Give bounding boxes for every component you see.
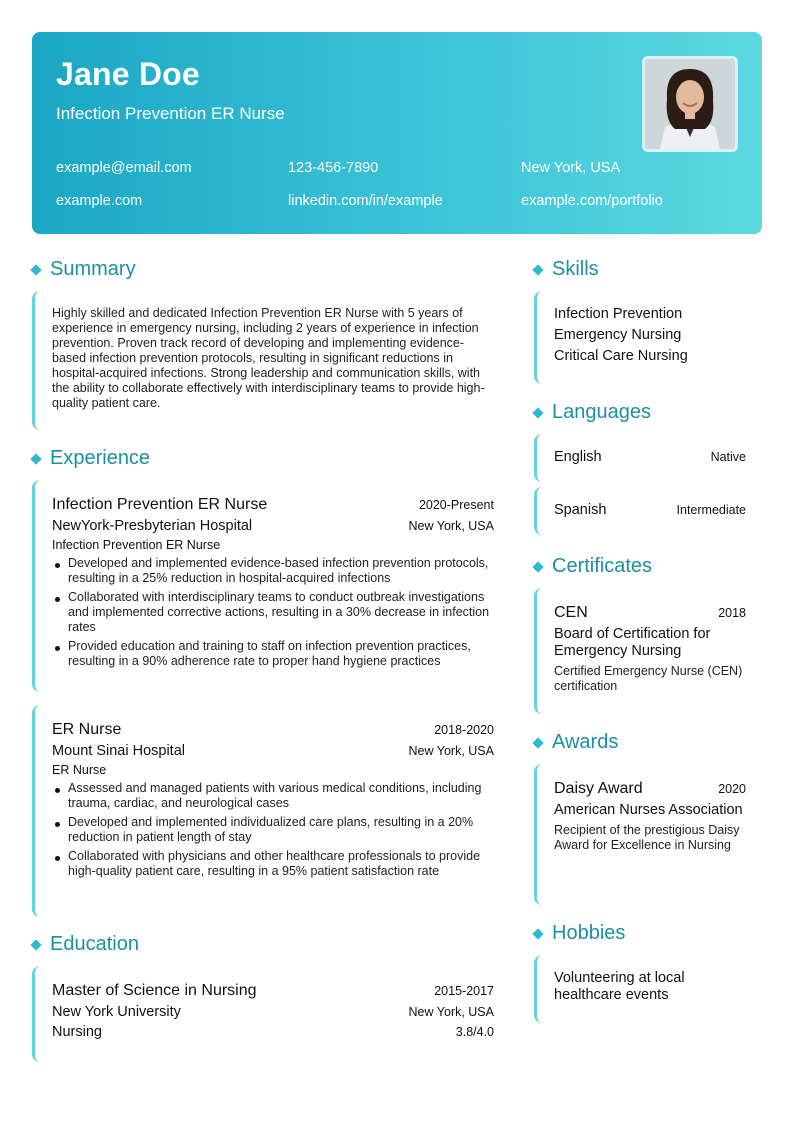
job-role: ER Nurse <box>52 763 107 777</box>
award-issuer: American Nurses Association <box>554 802 743 818</box>
field-of-study: Nursing <box>52 1024 102 1040</box>
list-item: Provided education and training to staff on infection prevention practices, resulting in a 90% adherence rate to proper hand hygiene practices <box>52 639 494 669</box>
award-year: 2020 <box>718 782 746 796</box>
resume-header <box>32 32 762 234</box>
diamond-icon <box>532 407 543 418</box>
experience-entry <box>32 705 494 917</box>
award-description: Recipient of the prestigious Daisy Award for Excellence in Nursing <box>554 823 740 852</box>
language-entry <box>534 487 746 535</box>
awards-heading-text: Awards <box>552 731 619 753</box>
skill-item: Critical Care Nursing <box>554 348 688 364</box>
summary-heading <box>30 258 136 281</box>
languages-heading <box>532 401 651 424</box>
hobbies-heading-text: Hobbies <box>552 922 626 944</box>
education-heading-text: Education <box>50 933 139 955</box>
diamond-icon <box>30 939 41 950</box>
hobbies-block <box>534 955 746 1023</box>
certificates-heading <box>532 555 652 578</box>
gpa-value: 3.8/4.0 <box>455 1025 494 1039</box>
job-dates: 2020-Present <box>418 498 494 512</box>
job-role: Infection Prevention ER Nurse <box>52 538 221 552</box>
diamond-icon <box>30 264 41 275</box>
education-entry <box>32 966 494 1062</box>
language-level: Intermediate <box>676 503 746 517</box>
profile-photo <box>642 56 738 152</box>
certificate-issuer: Board of Certification for Emergency Nursing <box>554 626 711 659</box>
diamond-icon <box>532 737 543 748</box>
degree-name: Master of Science in Nursing <box>52 982 257 999</box>
list-item: Developed and implemented evidence-based infection prevention protocols, resulting in a 25% reduction in hospital-acquired infections <box>52 556 494 586</box>
list-item: Collaborated with physicians and other healthcare professionals to provide high-quality patient care, resulting in a 95% patient satisfaction rate <box>52 849 494 879</box>
skills-heading-text: Skills <box>552 258 599 280</box>
job-location: New York, USA <box>408 744 494 758</box>
diamond-icon <box>532 561 543 572</box>
language-entry <box>534 434 746 482</box>
email-link[interactable]: example@email.com <box>56 160 192 176</box>
employer-name: Mount Sinai Hospital <box>52 743 185 759</box>
job-location: New York, USA <box>408 519 494 533</box>
summary-text: Highly skilled and dedicated Infection Prevention ER Nurse with 5 years of experience in emergency nursing, including 2 years of experience in infection prevention. Proven track record of developing and implementing evidence-based infection prevention protocols, resulting in significant reductions in hospital-acquired infections. Strong leadership and communication skills, with the ability to collaborate effectively with interdisciplinary teams to provide high-quality patient care. <box>52 306 485 410</box>
diamond-icon <box>30 453 41 464</box>
list-item: Assessed and managed patients with various medical conditions, including trauma, cardiac, and neurological cases <box>52 781 494 811</box>
certificate-year: 2018 <box>718 606 746 620</box>
language-level: Native <box>710 450 746 464</box>
phone-number[interactable]: 123-456-7890 <box>288 160 379 176</box>
experience-heading <box>30 447 150 470</box>
certificates-heading-text: Certificates <box>552 555 653 577</box>
skill-item: Emergency Nursing <box>554 327 682 343</box>
education-heading <box>30 933 139 956</box>
hobby-item: Volunteering at local healthcare events <box>554 970 685 1003</box>
job-bullets <box>52 781 494 879</box>
candidate-title: Infection Prevention ER Nurse <box>56 104 285 123</box>
candidate-name: Jane Doe <box>56 56 200 92</box>
website-link[interactable]: example.com <box>56 193 143 209</box>
summary-heading-text: Summary <box>50 258 136 280</box>
skill-item: Infection Prevention <box>554 306 683 322</box>
award-entry <box>534 764 746 905</box>
skills-block <box>534 291 746 384</box>
experience-heading-text: Experience <box>50 447 151 469</box>
job-title: Infection Prevention ER Nurse <box>52 496 268 513</box>
award-name: Daisy Award <box>554 780 643 797</box>
diamond-icon <box>532 264 543 275</box>
list-item: Developed and implemented individualized care plans, resulting in a 20% reduction in patient length of stay <box>52 815 494 845</box>
skills-heading <box>532 258 599 281</box>
certificate-entry <box>534 588 746 714</box>
diamond-icon <box>532 928 543 939</box>
hobbies-heading <box>532 922 625 945</box>
list-item: Collaborated with interdisciplinary teams to conduct outbreak investigations and implemented corrective actions, resulting in a 30% decrease in infection rates <box>52 590 494 635</box>
languages-heading-text: Languages <box>552 401 651 423</box>
portfolio-link[interactable]: example.com/portfolio <box>521 193 663 209</box>
experience-entry <box>32 480 494 692</box>
awards-heading <box>532 731 618 754</box>
employer-name: NewYork-Presbyterian Hospital <box>52 518 253 534</box>
education-dates: 2015-2017 <box>434 984 494 998</box>
summary-block <box>32 291 494 430</box>
language-name: English <box>554 449 602 465</box>
language-name: Spanish <box>554 502 607 518</box>
school-name: New York University <box>52 1004 181 1020</box>
location-text: New York, USA <box>521 160 621 176</box>
linkedin-link[interactable]: linkedin.com/in/example <box>288 193 443 209</box>
certificate-description: Certified Emergency Nurse (CEN) certification <box>554 664 743 693</box>
certificate-name: CEN <box>554 604 588 621</box>
job-dates: 2018-2020 <box>434 723 494 737</box>
job-title: ER Nurse <box>52 721 122 738</box>
profile-photo-image <box>645 59 735 149</box>
job-bullets <box>52 556 494 669</box>
school-location: New York, USA <box>408 1005 494 1019</box>
